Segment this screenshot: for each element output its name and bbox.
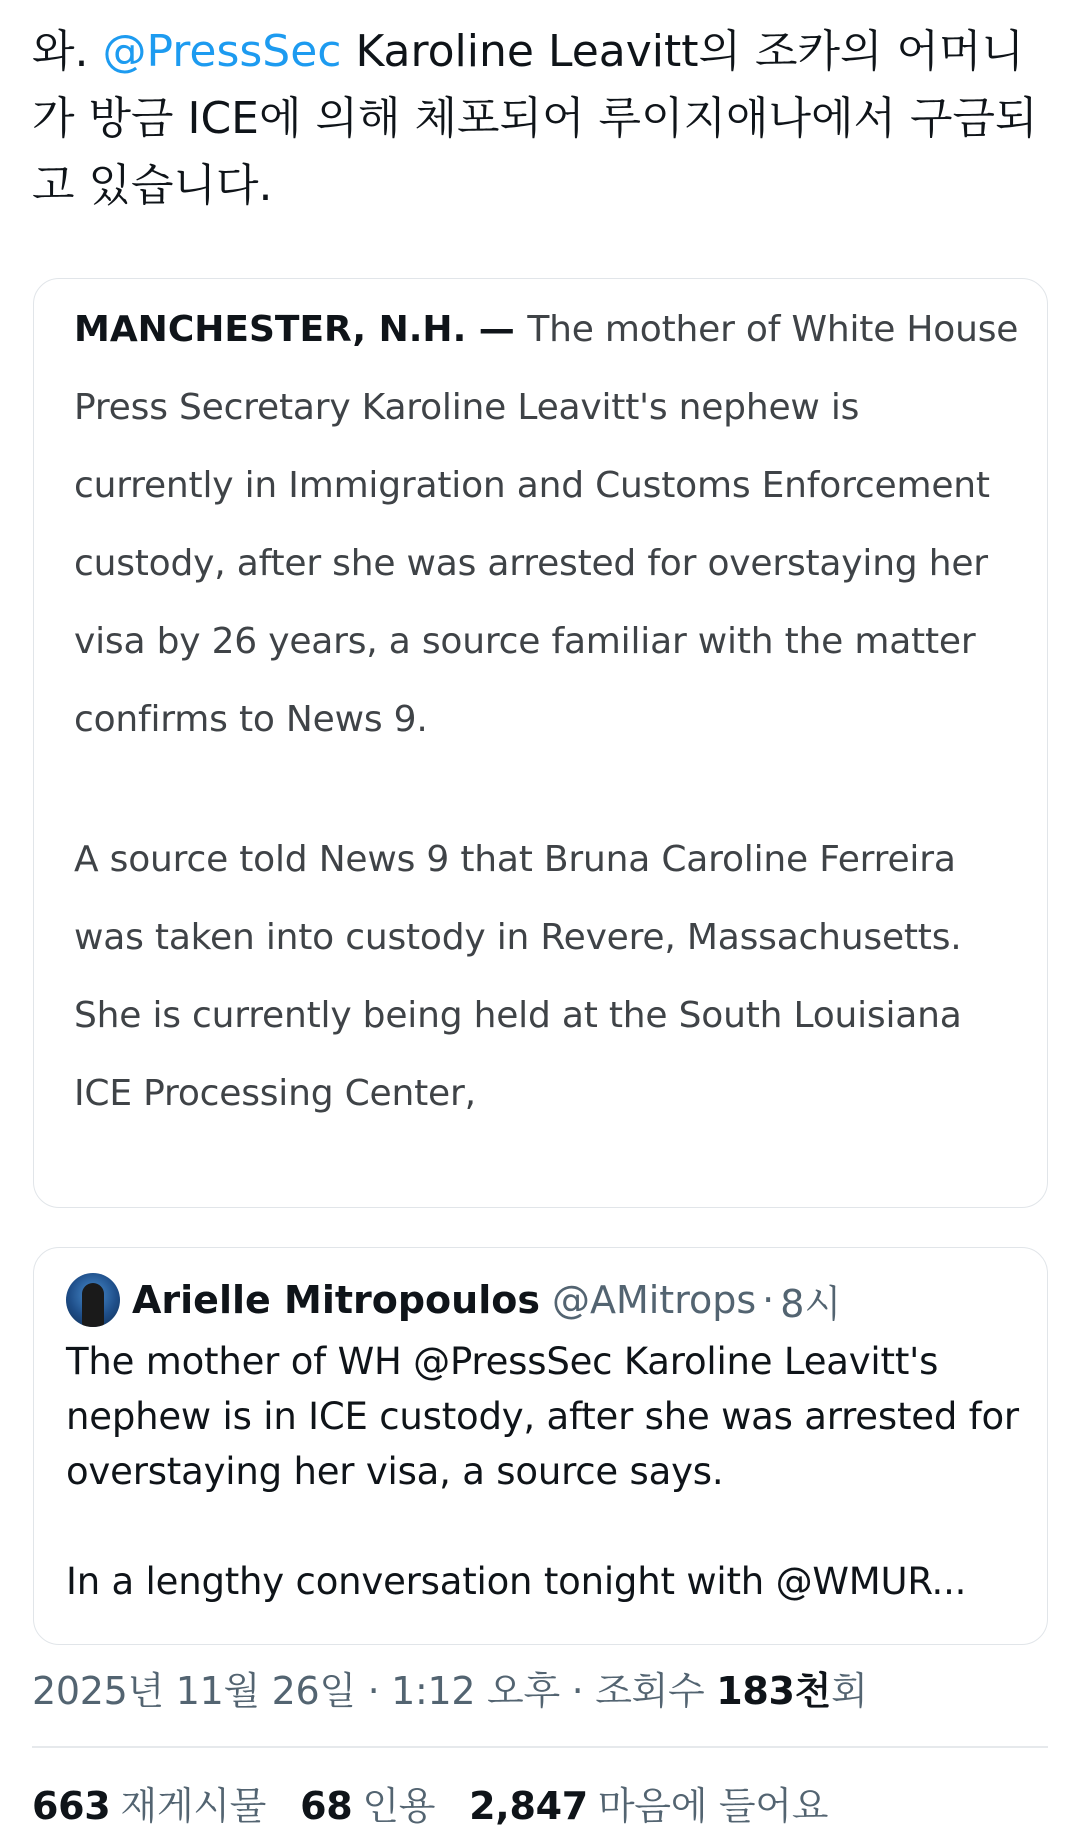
article-paragraph-2: A source told News 9 that Bruna Caroline Ferreira was taken into custody in Revere, Massachusetts. She is currently being held at the South Louisiana ICE Processing Center,: [74, 839, 962, 1114]
view-count: 183천: [716, 1669, 832, 1713]
quoted-tweet-card[interactable]: [33, 1247, 1048, 1645]
tweet-datetime[interactable]: 2025년 11월 26일 · 1:12 오후 · 조회수: [32, 1669, 717, 1713]
quoted-tweet-text: [66, 1334, 1026, 1609]
quoted-paragraph-1: The mother of WH @PressSec Karoline Leavitt's nephew is in ICE custody, after she was arrested for overstaying her visa, a source says.: [66, 1340, 1019, 1493]
likes-stat[interactable]: [469, 1775, 828, 1830]
separator-dot: ·: [762, 1278, 775, 1322]
article-body: [74, 291, 1024, 1133]
retweets-count: 663: [32, 1784, 111, 1828]
avatar[interactable]: [66, 1273, 120, 1327]
tweet-metadata: [32, 1660, 867, 1715]
article-screenshot-card[interactable]: [33, 278, 1048, 1208]
likes-count: 2,847: [469, 1784, 588, 1828]
tweet-prefix: 와.: [32, 26, 103, 77]
quoted-author-handle[interactable]: @AMitrops: [551, 1278, 757, 1322]
quoted-author-name[interactable]: Arielle Mitropoulos: [132, 1278, 540, 1322]
quotes-count: 68: [300, 1784, 353, 1828]
article-paragraph-1-text: The mother of White House Press Secretary Karoline Leavitt's nephew is currently in Immigration and Customs Enforcement custody, after she was arrested for overstaying her visa by 26 years, a source familiar with the matter confirms to News 9.: [74, 309, 1019, 740]
quoted-tweet-header: [66, 1272, 841, 1328]
article-dateline: MANCHESTER, N.H. —: [74, 309, 528, 350]
article-paragraph-1: [74, 291, 1024, 759]
quotes-stat[interactable]: [300, 1775, 435, 1830]
view-count-suffix: 회: [831, 1669, 868, 1713]
tweet-body: Karoline Leavitt의 조카의 어머니가 방금 ICE에 의해 체포되어 루이지애나에서 구금되고 있습니다.: [32, 26, 1038, 211]
likes-label: 마음에 들어요: [597, 1784, 829, 1828]
mention-link[interactable]: @PressSec: [102, 26, 342, 77]
engagement-stats: [32, 1775, 828, 1830]
quoted-tweet-time[interactable]: 8시: [780, 1281, 842, 1326]
retweets-stat[interactable]: [32, 1775, 266, 1830]
divider: [32, 1746, 1048, 1748]
quotes-label: 인용: [362, 1784, 436, 1828]
tweet-text: [32, 18, 1042, 219]
retweets-label: 재게시물: [120, 1784, 267, 1828]
quoted-paragraph-2: In a lengthy conversation tonight with @WMUR...: [66, 1560, 967, 1603]
